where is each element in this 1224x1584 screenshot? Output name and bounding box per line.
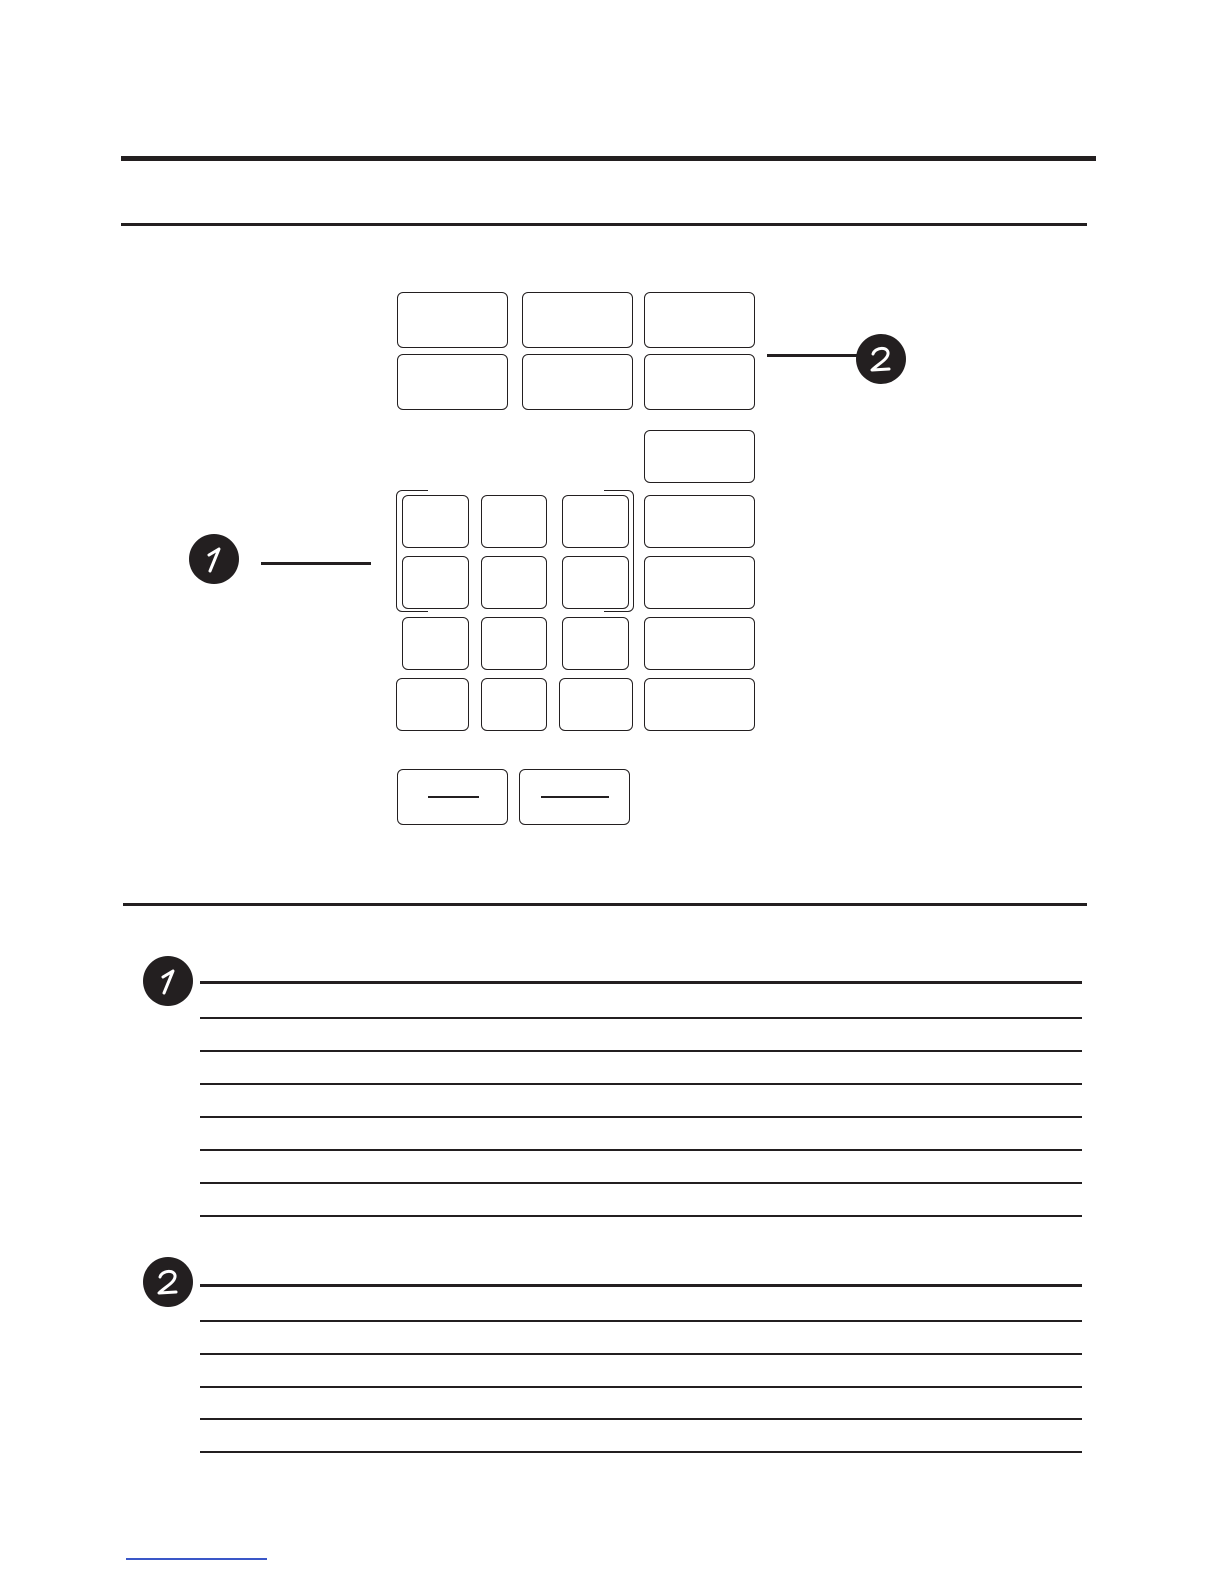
legend-2-line-3 xyxy=(200,1353,1082,1355)
number-key-r3c2 xyxy=(481,617,547,670)
bracket-gap-top xyxy=(428,487,604,493)
header-rule-thick xyxy=(121,156,1096,161)
right-key-2 xyxy=(644,495,755,548)
function-key-top-2 xyxy=(522,292,633,348)
legend-1-badge xyxy=(143,956,193,1006)
right-key-3 xyxy=(644,556,755,609)
bottom-key-2 xyxy=(519,769,630,825)
number-key-r1c2 xyxy=(481,495,547,548)
legend-1-line-2 xyxy=(200,1017,1082,1019)
callout-2-badge xyxy=(856,334,906,384)
legend-2-badge xyxy=(143,1257,193,1307)
section-divider xyxy=(123,903,1087,906)
bottom-key-1 xyxy=(397,769,508,825)
legend-2-line-1 xyxy=(200,1284,1082,1287)
callout-1-badge xyxy=(189,534,239,584)
number-key-r2c2 xyxy=(481,556,547,609)
callout-1-leader-line xyxy=(261,562,371,565)
function-key-top-5 xyxy=(522,354,633,410)
header-rule-thin xyxy=(121,223,1087,226)
legend-1-line-8 xyxy=(200,1215,1082,1217)
bottom-key-1-dash xyxy=(428,796,479,798)
function-key-top-1 xyxy=(397,292,508,348)
number-key-r2c1 xyxy=(402,556,469,609)
right-key-5 xyxy=(644,678,755,731)
legend-1-line-6 xyxy=(200,1149,1082,1151)
function-key-top-6 xyxy=(644,354,755,410)
bottom-key-2-dash xyxy=(541,796,609,798)
number-key-r4c1 xyxy=(396,678,469,731)
legend-1-line-4 xyxy=(200,1083,1082,1085)
number-key-r1c3 xyxy=(562,495,629,548)
number-key-r1c1 xyxy=(402,495,469,548)
callout-2-leader-line xyxy=(767,354,859,357)
legend-1-line-7 xyxy=(200,1182,1082,1184)
number-key-r3c3 xyxy=(562,617,629,670)
legend-2-line-4 xyxy=(200,1386,1082,1388)
right-key-4 xyxy=(644,617,755,670)
legend-2-line-2 xyxy=(200,1320,1082,1322)
function-key-top-3 xyxy=(644,292,755,348)
number-key-r4c3 xyxy=(559,678,633,731)
right-key-1 xyxy=(644,430,755,483)
bracket-gap-bottom xyxy=(428,609,604,615)
number-key-r3c1 xyxy=(402,617,469,670)
legend-1-line-1 xyxy=(200,981,1082,984)
legend-1-line-5 xyxy=(200,1116,1082,1118)
number-key-r2c3 xyxy=(562,556,629,609)
legend-2-line-6 xyxy=(200,1451,1082,1453)
footer-link-underline[interactable] xyxy=(126,1558,267,1560)
function-key-top-4 xyxy=(397,354,508,410)
legend-2-line-5 xyxy=(200,1418,1082,1420)
legend-1-line-3 xyxy=(200,1050,1082,1052)
number-key-r4c2 xyxy=(481,678,547,731)
